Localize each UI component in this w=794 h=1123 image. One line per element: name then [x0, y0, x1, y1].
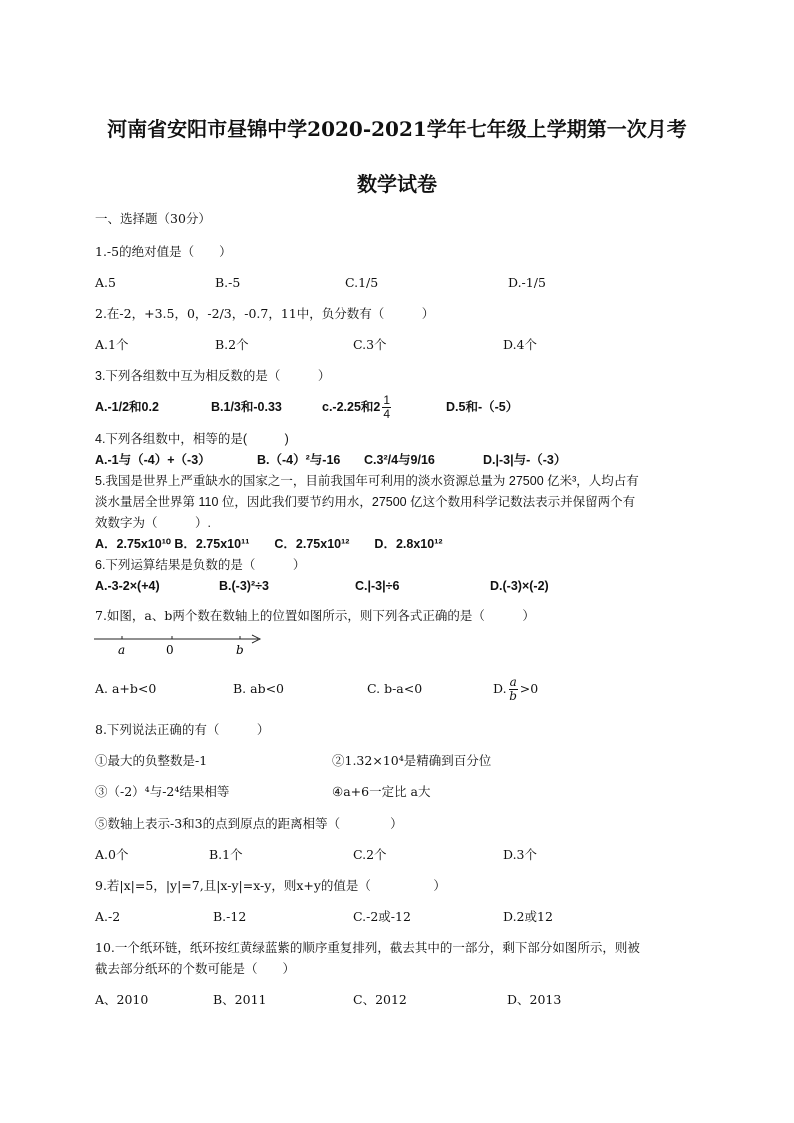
q3-option-b: B.1/3和-0.33 — [211, 400, 282, 414]
question-5-line-1: 5.我国是世界上严重缺水的国家之一，目前我国年可利用的淡水资源总量为 27500 亿米³，人均占有 — [95, 474, 639, 488]
q4-option-b: B.（-4）²与-16 — [257, 453, 341, 467]
q3-option-d: D.5和-（-5） — [446, 400, 519, 414]
q9-option-c: C.-2或-12 — [353, 909, 411, 924]
q6-option-b: B.(-3)²÷3 — [219, 579, 269, 593]
label-zero: 0 — [166, 643, 174, 657]
q2-option-d: D.4个 — [503, 337, 538, 352]
fraction-numerator: a — [509, 675, 517, 689]
question-6-stem: 6.下列运算结果是负数的是（ ） — [95, 558, 306, 572]
q7-option-c: C. b-a<0 — [367, 681, 423, 696]
q10-option-d: D、2013 — [507, 992, 562, 1007]
q8-option-c: C.2个 — [353, 847, 387, 862]
q7-option-a: A. a+b<0 — [95, 681, 157, 696]
q7-option-d-fraction — [509, 676, 518, 703]
q8-option-a: A.0个 — [95, 847, 129, 862]
q6-option-a: A.-3-2×(+4) — [95, 579, 160, 593]
question-8-stem: 8.下列说法正确的有（ ） — [95, 722, 270, 737]
q1-option-a: A.5 — [95, 275, 116, 290]
q4-option-c: C.3²/4与9/16 — [364, 453, 435, 467]
number-line-figure — [90, 628, 270, 660]
exam-subtitle: 数学试卷 — [357, 172, 437, 196]
question-5-line-2: 淡水量居全世界第 110 位，因此我们要节约用水，27500 亿这个数用科学记数法表示并保留两个有 — [95, 495, 636, 509]
section-heading: 一、选择题（30分） — [95, 211, 211, 226]
question-2-stem: 2.在-2，+3.5，0，-2/3，-0.7，11中，负分数有（ ） — [95, 306, 435, 321]
question-10-line-1: 10.一个纸环链，纸环按红黄绿蓝紫的顺序重复排列，截去其中的一部分，剩下部分如图所示，则被 — [95, 940, 640, 955]
q9-option-d: D.2或12 — [503, 909, 553, 924]
question-3-stem: 3.下列各组数中互为相反数的是（ ） — [95, 369, 331, 383]
q3-option-a: A.-1/2和0.2 — [95, 400, 159, 414]
question-7-stem: 7.如图，a、b两个数在数轴上的位置如图所示，则下列各式正确的是（ ） — [95, 608, 535, 623]
q6-option-d: D.(-3)×(-2) — [490, 579, 549, 593]
q8-statement-5: ⑤数轴上表示-3和3的点到原点的距离相等（ ） — [95, 816, 403, 831]
question-4-stem: 4.下列各组数中，相等的是( ) — [95, 432, 289, 446]
q4-option-a: A.-1与（-4）+（-3） — [95, 453, 211, 467]
q2-option-a: A.1个 — [95, 337, 129, 352]
question-9-stem: 9.若|x|=5，|y|=7,且|x-y|=x-y，则x+y的值是（ ） — [95, 878, 446, 893]
q2-option-c: C.3个 — [353, 337, 387, 352]
q2-option-b: B.2个 — [215, 337, 249, 352]
question-5-options: A．2.75x10¹⁰ B．2.75x10¹¹ C．2.75x10¹² D．2.8x10¹² — [95, 537, 443, 551]
q7-option-d-suffix: >0 — [519, 681, 539, 696]
fraction-denominator: b — [509, 689, 517, 703]
fraction-numerator: 1 — [383, 393, 391, 408]
exam-title: 河南省安阳市昼锦中学2020-2021学年七年级上学期第一次月考 — [107, 117, 687, 141]
q6-option-c: C.|-3|÷6 — [355, 579, 400, 593]
q8-statement-1: ①最大的负整数是-1 — [95, 753, 208, 768]
q8-option-d: D.3个 — [503, 847, 538, 862]
q3-option-c — [322, 390, 393, 424]
q1-option-b: B.-5 — [215, 275, 241, 290]
q3-option-c-fraction — [382, 394, 391, 421]
label-b: b — [236, 643, 244, 657]
q7-option-d — [493, 670, 538, 708]
q7-option-d-label: D. — [493, 681, 507, 696]
q7-option-b: B. ab<0 — [233, 681, 285, 696]
q3-option-c-text: c.-2.25和2 — [322, 400, 381, 414]
q8-statement-2: ②1.32×10⁴是精确到百分位 — [332, 753, 492, 768]
q9-option-b: B.-12 — [213, 909, 247, 924]
q8-statement-3: ③（-2）⁴与-2⁴结果相等 — [95, 784, 230, 799]
q4-option-d: D.|-3|与-（-3） — [483, 453, 567, 467]
q9-option-a: A.-2 — [95, 909, 121, 924]
q8-option-b: B.1个 — [209, 847, 243, 862]
q10-option-c: C、2012 — [353, 992, 407, 1007]
question-5-line-3: 效数字为（ ）. — [95, 516, 211, 530]
q10-option-b: B、2011 — [213, 992, 267, 1007]
q1-option-c: C.1/5 — [345, 275, 379, 290]
question-10-line-2: 截去部分纸环的个数可能是（ ） — [95, 961, 296, 976]
q1-option-d: D.-1/5 — [508, 275, 546, 290]
q10-option-a: A、2010 — [95, 992, 149, 1007]
fraction-denominator: 4 — [383, 407, 391, 422]
question-1-stem: 1.-5的绝对值是（ ） — [95, 244, 232, 259]
label-a: a — [118, 643, 126, 657]
q8-statement-4: ④a+6一定比 a大 — [332, 784, 431, 799]
